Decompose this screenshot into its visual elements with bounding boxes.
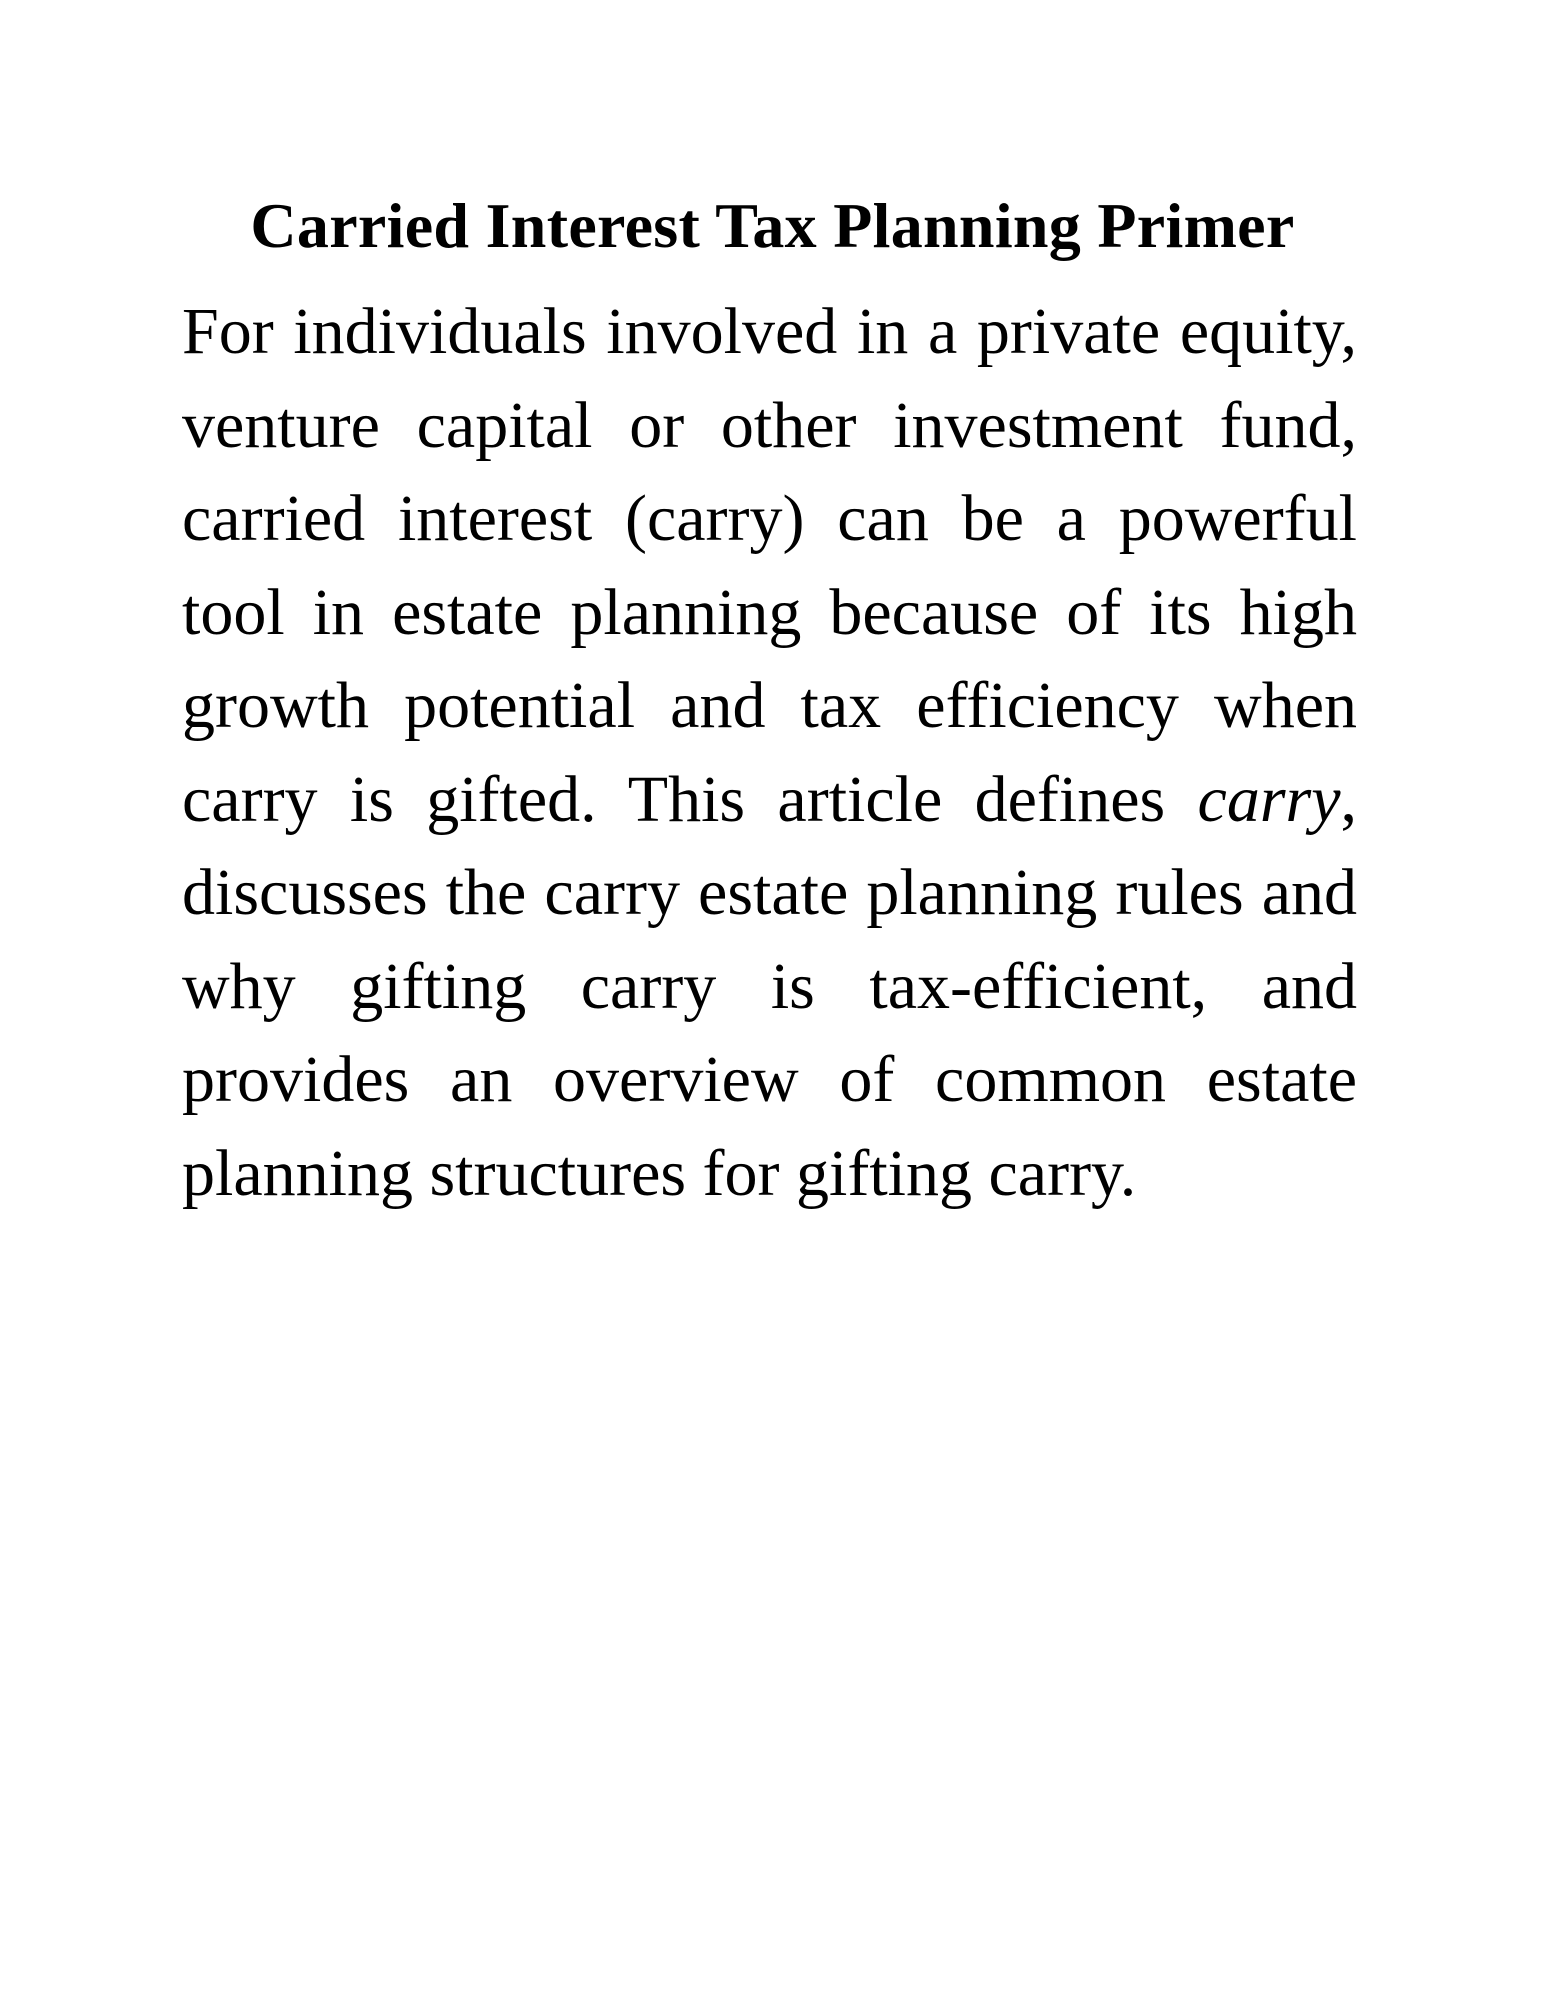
emphasized-term: carry [1197,762,1341,836]
intro-paragraph [182,285,1357,1220]
document-title: Carried Interest Tax Planning Primer [250,190,1295,261]
paragraph-text-end: , discusses the carry estate planning rules and why gifting carry is tax-efficient, and provides an overview of common estate planning structures for gifting carry. [182,762,1357,1210]
paragraph-text-start: For individuals involved in a private equity, venture capital or other investment fund, carried interest (carry) can be a powerful tool in estate planning because of its high growth potential and tax efficiency when carry is gifted. This article defines [182,295,1357,836]
